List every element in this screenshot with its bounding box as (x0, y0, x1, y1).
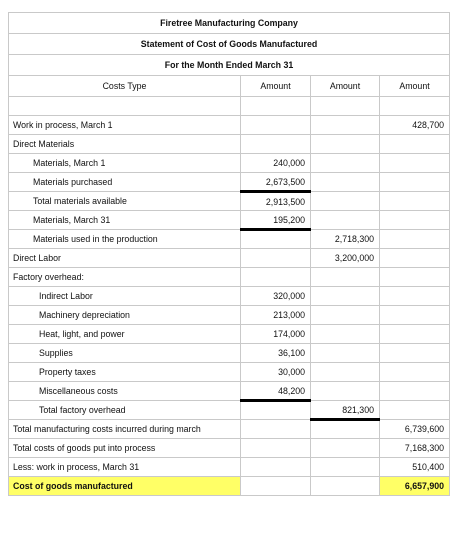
table-row (9, 306, 450, 325)
row-label: Total costs of goods put into process (9, 439, 241, 458)
row-value: 240,000 (241, 154, 311, 173)
cogm-row (9, 477, 450, 496)
column-header-amount-1: Amount (241, 76, 311, 97)
row-value: 48,200 (241, 382, 311, 401)
row-label: Machinery depreciation (9, 306, 241, 325)
table-row (9, 287, 450, 306)
row-value: 320,000 (241, 287, 311, 306)
statement-title: Statement of Cost of Goods Manufactured (9, 34, 450, 55)
row-label: Miscellaneous costs (9, 382, 241, 401)
row-value: 821,300 (311, 401, 380, 420)
table-row (9, 249, 450, 268)
row-label: Materials purchased (9, 173, 241, 192)
table-row (9, 230, 450, 249)
row-value: 30,000 (241, 363, 311, 382)
row-label: Heat, light, and power (9, 325, 241, 344)
table-row (9, 211, 450, 230)
table-row (9, 382, 450, 401)
row-label: Factory overhead: (9, 268, 241, 287)
row-value: 2,673,500 (241, 173, 311, 192)
table-row (9, 154, 450, 173)
table-row (9, 458, 450, 477)
table-row (9, 173, 450, 192)
row-label: Supplies (9, 344, 241, 363)
row-label: Total manufacturing costs incurred during march (9, 420, 241, 439)
cogm-label: Cost of goods manufactured (9, 477, 241, 496)
row-label: Total factory overhead (9, 401, 241, 420)
table-row (9, 363, 450, 382)
cogm-value: 6,657,900 (380, 477, 450, 496)
row-value: 3,200,000 (311, 249, 380, 268)
company-row (9, 13, 450, 34)
statement-period: For the Month Ended March 31 (9, 55, 450, 76)
row-value: 36,100 (241, 344, 311, 363)
row-label: Property taxes (9, 363, 241, 382)
table-row (9, 344, 450, 363)
row-value: 428,700 (380, 116, 450, 135)
table-row (9, 401, 450, 420)
table-row (9, 135, 450, 154)
row-label: Materials used in the production (9, 230, 241, 249)
row-value: 195,200 (241, 211, 311, 230)
cost-statement-sheet (8, 12, 449, 496)
row-value: 7,168,300 (380, 439, 450, 458)
row-value: 213,000 (241, 306, 311, 325)
table-row (9, 325, 450, 344)
table-row (9, 420, 450, 439)
row-label: Direct Labor (9, 249, 241, 268)
column-header-type: Costs Type (9, 76, 241, 97)
row-label: Direct Materials (9, 135, 241, 154)
period-row (9, 55, 450, 76)
row-label: Total materials available (9, 192, 241, 211)
row-value: 174,000 (241, 325, 311, 344)
table-row (9, 268, 450, 287)
column-header-row (9, 76, 450, 97)
row-label: Less: work in process, March 31 (9, 458, 241, 477)
statement-row (9, 34, 450, 55)
row-value: 2,913,500 (241, 192, 311, 211)
cost-of-goods-table (8, 12, 450, 496)
row-label: Materials, March 31 (9, 211, 241, 230)
table-row (9, 439, 450, 458)
row-value: 510,400 (380, 458, 450, 477)
column-header-amount-2: Amount (311, 76, 380, 97)
column-header-amount-3: Amount (380, 76, 450, 97)
row-value: 2,718,300 (311, 230, 380, 249)
blank-row (9, 97, 450, 116)
table-row (9, 116, 450, 135)
table-row (9, 192, 450, 211)
company-name: Firetree Manufacturing Company (9, 13, 450, 34)
row-value: 6,739,600 (380, 420, 450, 439)
row-label: Work in process, March 1 (9, 116, 241, 135)
row-label: Materials, March 1 (9, 154, 241, 173)
row-label: Indirect Labor (9, 287, 241, 306)
